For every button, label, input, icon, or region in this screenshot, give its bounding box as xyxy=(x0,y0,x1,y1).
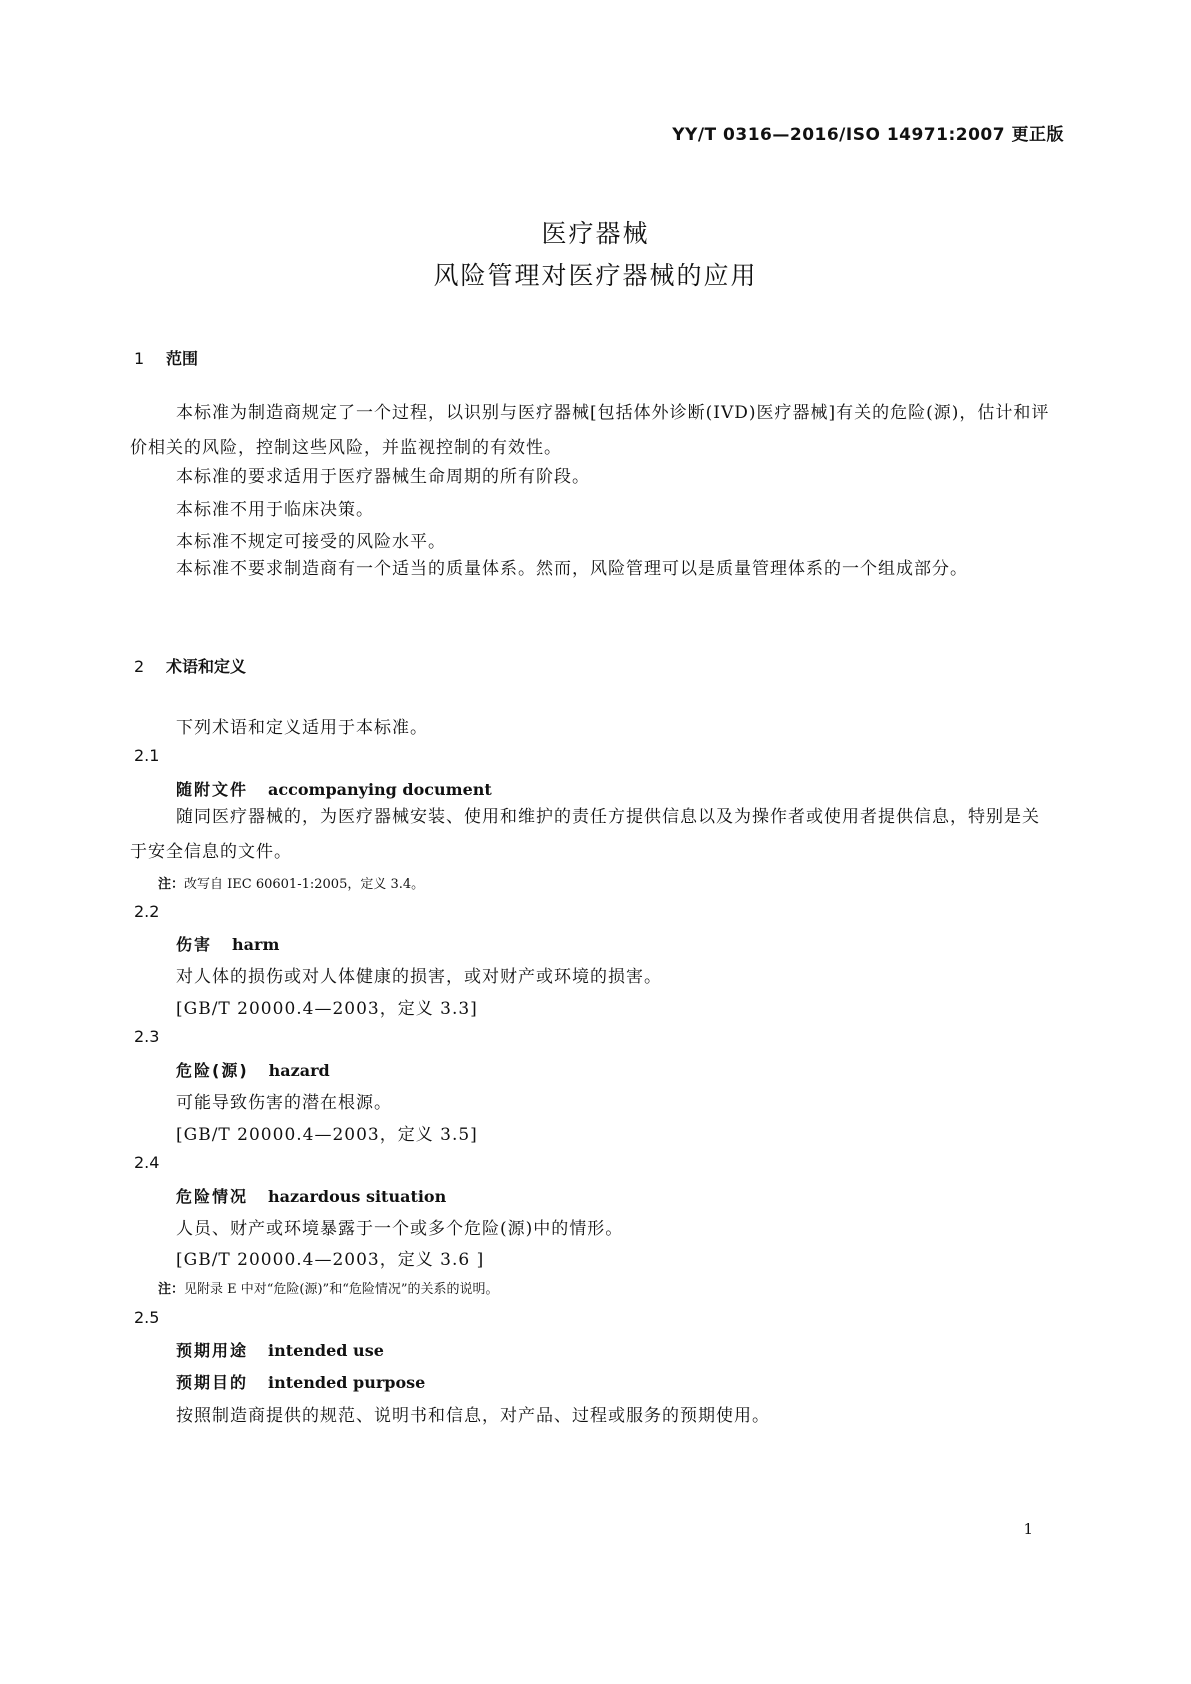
section-title: 术语和定义 xyxy=(166,657,247,676)
scope-paragraph-1: 本标准为制造商规定了一个过程，以识别与医疗器械[包括体外诊断(IVD)医疗器械]有关的危险(源)，估计和评价相关的风险，控制这些风险，并监视控制的有效性。 xyxy=(130,403,1050,458)
term-hazard xyxy=(176,1058,330,1081)
title-line-2: 风险管理对医疗器械的应用 xyxy=(433,261,758,290)
section-number: 2 xyxy=(134,657,145,676)
title-line-1: 医疗器械 xyxy=(541,219,650,248)
section-2-heading xyxy=(134,654,246,677)
clause-2-4-number: 2.4 xyxy=(134,1153,160,1172)
scope-paragraph-5: 本标准不要求制造商有一个适当的质量体系。然而，风险管理可以是质量管理体系的一个组成部分。 xyxy=(176,559,968,579)
term-cn: 伤害 xyxy=(176,935,213,954)
clause-2-1-number: 2.1 xyxy=(134,746,160,765)
scope-paragraph-3: 本标准不用于临床决策。 xyxy=(176,500,374,520)
term-en: accompanying document xyxy=(268,780,492,799)
note-label: 注： xyxy=(158,877,185,892)
term-hazardous-situation xyxy=(176,1184,446,1207)
clause-2-5-number: 2.5 xyxy=(134,1308,160,1327)
reference-2-4: [GB/T 20000.4—2003，定义 3.6 ] xyxy=(176,1250,485,1270)
note-text: 见附录 E 中对“危险(源)”和“危险情况”的关系的说明。 xyxy=(184,1282,499,1297)
clause-2-2-number: 2.2 xyxy=(134,902,160,921)
term-cn: 预期目的 xyxy=(176,1373,249,1392)
section-title: 范围 xyxy=(166,349,199,368)
document-id-header: YY/T 0316—2016/ISO 14971:2007 更正版 xyxy=(672,125,1064,145)
note-label: 注： xyxy=(158,1282,185,1297)
term-en: harm xyxy=(232,935,280,954)
definitions-intro: 下列术语和定义适用于本标准。 xyxy=(176,718,428,738)
page-number: 1 xyxy=(1023,1520,1033,1538)
term-accompanying-document xyxy=(176,777,492,800)
term-cn: 预期用途 xyxy=(176,1341,249,1360)
note-text: 改写自 IEC 60601-1:2005，定义 3.4。 xyxy=(184,877,425,892)
term-cn: 危险情况 xyxy=(176,1187,249,1206)
section-number: 1 xyxy=(134,349,145,368)
definition-2-3: 可能导致伤害的潜在根源。 xyxy=(176,1093,392,1113)
term-cn: 危险(源) xyxy=(176,1061,249,1080)
definition-2-2: 对人体的损伤或对人体健康的损害，或对财产或环境的损害。 xyxy=(176,967,662,987)
term-en: hazardous situation xyxy=(268,1187,447,1206)
reference-2-2: [GB/T 20000.4—2003，定义 3.3] xyxy=(176,999,478,1019)
note-2-4 xyxy=(158,1278,499,1297)
reference-2-3: [GB/T 20000.4—2003，定义 3.5] xyxy=(176,1125,478,1145)
term-en: intended use xyxy=(268,1341,384,1360)
clause-2-3-number: 2.3 xyxy=(134,1027,160,1046)
term-cn: 随附文件 xyxy=(176,780,249,799)
scope-paragraph-2: 本标准的要求适用于医疗器械生命周期的所有阶段。 xyxy=(176,467,590,487)
definition-2-4: 人员、财产或环境暴露于一个或多个危险(源)中的情形。 xyxy=(176,1219,624,1239)
note-2-1 xyxy=(158,873,424,892)
scope-paragraph-4: 本标准不规定可接受的风险水平。 xyxy=(176,532,446,552)
term-en: hazard xyxy=(268,1061,330,1080)
term-intended-use xyxy=(176,1338,384,1361)
definition-2-1: 随同医疗器械的，为医疗器械安装、使用和维护的责任方提供信息以及为操作者或使用者提供信息，特别是关于安全信息的文件。 xyxy=(130,807,1040,862)
term-en: intended purpose xyxy=(268,1373,426,1392)
definition-2-5: 按照制造商提供的规范、说明书和信息，对产品、过程或服务的预期使用。 xyxy=(176,1406,770,1426)
section-1-heading xyxy=(134,346,198,369)
term-intended-purpose xyxy=(176,1370,425,1393)
term-harm xyxy=(176,932,279,955)
